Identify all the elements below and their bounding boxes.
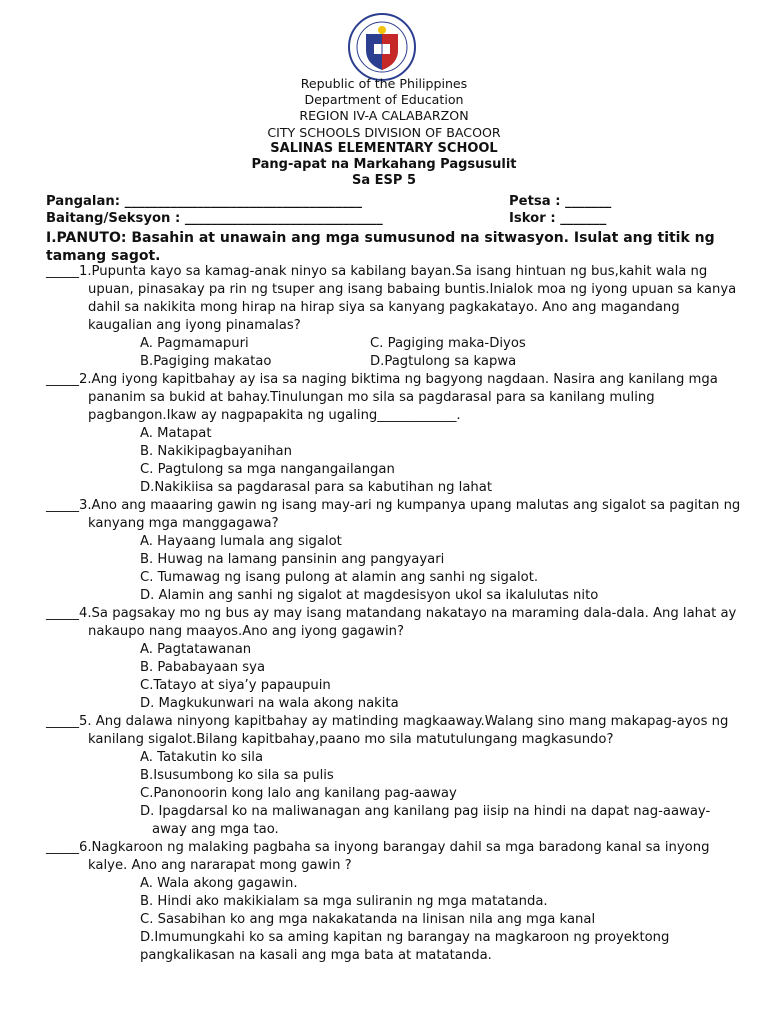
question-text: _____4.Sa pagsakay mo ng bus ay may isang matandang nakatayo na maraming dala-dala. Ang lahat ay nakaupo nang maayos.Ano ang iyong gagawin? xyxy=(46,606,737,639)
choice: B.Isusumbong ko sila sa pulis xyxy=(140,768,334,783)
choice: D.Imumungkahi ko sa aming kapitan ng barangay na magkaroon ng proyektong pangkalikasan na kasali ang mga bata at matatanda. xyxy=(140,930,670,963)
choice: D. Magkukunwari na wala akong nakita xyxy=(140,696,399,711)
choice: A. Pagtatawanan xyxy=(140,642,252,657)
question-text: _____1.Pupunta kayo sa kamag-anak ninyo sa kabilang bayan.Sa isang hintuan ng bus,kahit wala ng upuan, pinasakay pa rin ng tsuper ang isang babaing buntis.Inialok moa ng iyong upuan sa kanya dahil sa nakikita mong hirap na hirap siya sa kanyang pagkakatayo. Ano ang magandang kaugalian ang iyong pinamalas? xyxy=(46,264,737,333)
exam-subject: Sa ESP 5 xyxy=(351,173,416,189)
choice: D. Ipagdarsal ko na maliwanagan ang kanilang pag iisip na hindi na dapat nag-aaway-away ang mga tao. xyxy=(140,804,711,837)
choice: C. Sasabihan ko ang mga nakakatanda na linisan nila ang mga kanal xyxy=(140,912,596,927)
choice: A. Matapat xyxy=(140,426,212,441)
choice-list xyxy=(140,641,746,713)
question-item xyxy=(46,371,746,497)
instructions: I.PANUTO: Basahin at unawain ang mga sumusunod na sitwasyon. Isulat ang titik ng tamang sagot. xyxy=(46,230,715,264)
republic-line: Republic of the Philippines xyxy=(300,76,468,91)
choice: C. Pagtulong sa mga nangangailangan xyxy=(140,462,395,477)
choice: C. Tumawag ng isang pulong at alamin ang sanhi ng sigalot. xyxy=(140,570,539,585)
choice: B. Hindi ako makikialam sa mga suliranin ng mga matatanda. xyxy=(140,894,548,909)
choice: B.Pagiging makatao xyxy=(140,354,272,369)
choice: A. Wala akong gagawin. xyxy=(140,876,298,891)
region-line: REGION IV-A CALABARZON xyxy=(299,108,469,124)
section-field: Baitang/Seksyon : ______________________________ xyxy=(46,211,383,226)
document-header xyxy=(0,76,768,189)
question-item xyxy=(46,497,746,605)
deped-seal-icon xyxy=(338,12,426,82)
score-field: Iskor : _______ xyxy=(509,211,607,226)
choice-list xyxy=(140,749,746,839)
question-item xyxy=(46,605,746,713)
division-line: CITY SCHOOLS DIVISION OF BACOOR xyxy=(267,124,501,140)
question-text: _____2.Ang iyong kapitbahay ay isa sa naging biktima ng bagyong nagdaan. Nasira ang kanilang mga pananim sa bukid at bahay.Tinulungan mo sila sa pagdarasal para sa kanilang muling pagbangon.Ikaw ay nagpapakita ng ugaling____________. xyxy=(46,372,718,423)
question-text: _____5. Ang dalawa ninyong kapitbahay ay matinding magkaaway.Walang sino mang makapag-ayos ng kanilang sigalot.Bilang kapitbahay,paano mo sila matutulungang magkasundo? xyxy=(46,714,729,747)
choice: D.Pagtulong sa kapwa xyxy=(370,354,517,369)
question-text: _____6.Nagkaroon ng malaking pagbaha sa inyong barangay dahil sa mga baradong kanal sa inyong kalye. Ano ang nararapat mong gawin ? xyxy=(46,840,710,873)
choice-list xyxy=(140,335,746,371)
exam-title: Pang-apat na Markahang Pagsusulit xyxy=(251,157,517,173)
student-info-fields xyxy=(46,193,726,227)
choice: B. Pababayaan sya xyxy=(140,660,266,675)
question-item xyxy=(46,713,746,839)
choice-list xyxy=(140,533,746,605)
choice: C. Pagiging maka-Diyos xyxy=(370,336,526,351)
choice: A. Pagmamapuri xyxy=(140,336,249,351)
choice: B. Nakikipagbayanihan xyxy=(140,444,292,459)
choice: C.Panonoorin kong lalo ang kanilang pag-aaway xyxy=(140,786,457,801)
choice: A. Tatakutin ko sila xyxy=(140,750,264,765)
choice: B. Huwag na lamang pansinin ang pangyayari xyxy=(140,552,445,567)
department-line: Department of Education xyxy=(304,92,464,108)
choice-list xyxy=(140,875,746,965)
name-field: Pangalan: ____________________________________ xyxy=(46,194,362,209)
choice: C.Tatayo at siya’y papaupuin xyxy=(140,678,331,693)
question-list xyxy=(46,263,746,965)
date-field: Petsa : _______ xyxy=(509,194,612,209)
choice: D.Nakikiisa sa pagdarasal para sa kabutihan ng lahat xyxy=(140,480,493,495)
choice: D. Alamin ang sanhi ng sigalot at magdesisyon ukol sa ikalulutas nito xyxy=(140,588,599,603)
question-item xyxy=(46,839,746,965)
question-item xyxy=(46,263,746,371)
choice-list xyxy=(140,425,746,497)
question-text: _____3.Ano ang maaaring gawin ng isang may-ari ng kumpanya upang malutas ang sigalot sa pagitan ng kanyang mga manggagawa? xyxy=(46,498,741,531)
choice: A. Hayaang lumala ang sigalot xyxy=(140,534,342,549)
school-name: SALINAS ELEMENTARY SCHOOL xyxy=(270,140,498,156)
